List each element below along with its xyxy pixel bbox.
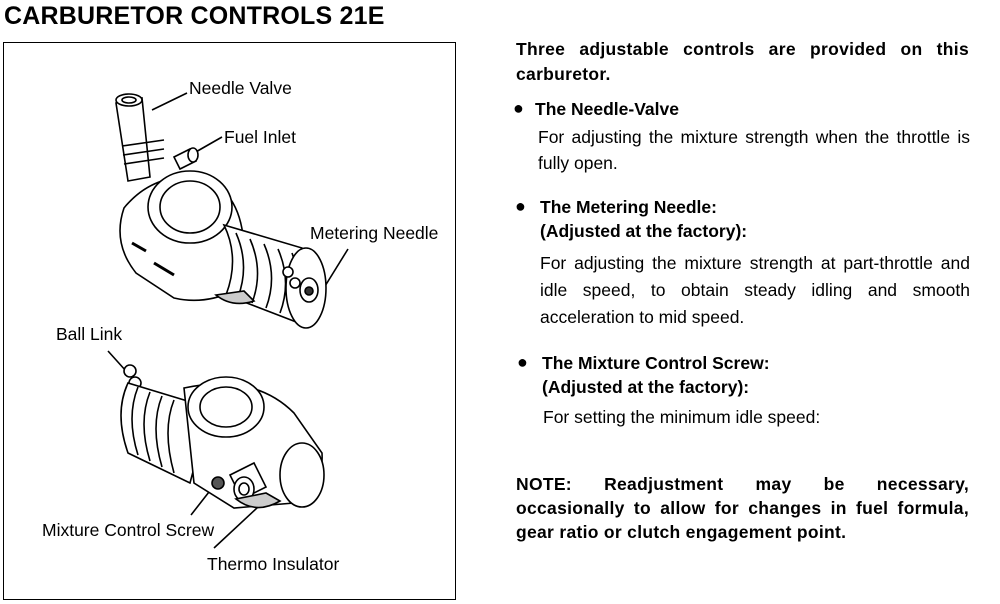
label-metering-needle: Metering Needle bbox=[310, 223, 439, 243]
control-mixture-screw-name: The Mixture Control Screw: bbox=[542, 353, 770, 373]
control-metering-needle-note: (Adjusted at the factory): bbox=[540, 221, 748, 241]
leader-thermo-insulator bbox=[214, 507, 258, 548]
label-fuel-inlet: Fuel Inlet bbox=[224, 127, 296, 147]
label-thermo-insulator: Thermo Insulator bbox=[207, 554, 340, 574]
control-mixture-screw-note: (Adjusted at the factory): bbox=[542, 377, 750, 397]
control-metering-needle-description: For adjusting the mixture strength at part-throttle and idle speed, to obtain steady idling and smooth acceleration to mid speed. bbox=[540, 253, 970, 327]
leader-needle-valve bbox=[152, 93, 187, 110]
control-needle-valve-description: For adjusting the mixture strength when the throttle is fully open. bbox=[538, 127, 970, 173]
label-needle-valve: Needle Valve bbox=[189, 78, 292, 98]
leader-fuel-inlet bbox=[194, 137, 222, 153]
carburetor-figure bbox=[3, 42, 456, 600]
bullet-mixture-control-screw: ● bbox=[517, 352, 528, 372]
leader-ball-link bbox=[108, 351, 126, 371]
control-needle-valve-name: The Needle-Valve bbox=[535, 99, 679, 119]
bullet-needle-valve: ● bbox=[513, 98, 524, 118]
note-text: NOTE: Readjustment may be necessary, occasionally to allow for changes in fuel formula, gear ratio or clutch engagement point. bbox=[516, 474, 969, 542]
intro-text: Three adjustable controls are provided on this carburetor. bbox=[516, 39, 969, 84]
bullet-metering-needle: ● bbox=[515, 196, 526, 216]
label-ball-link: Ball Link bbox=[56, 324, 123, 344]
label-mixture-control-screw: Mixture Control Screw bbox=[42, 520, 215, 540]
control-metering-needle-name: The Metering Needle: bbox=[540, 197, 717, 217]
control-mixture-screw-description: For setting the minimum idle speed: bbox=[543, 407, 821, 427]
page-title: CARBURETOR CONTROLS 21E bbox=[4, 2, 385, 30]
